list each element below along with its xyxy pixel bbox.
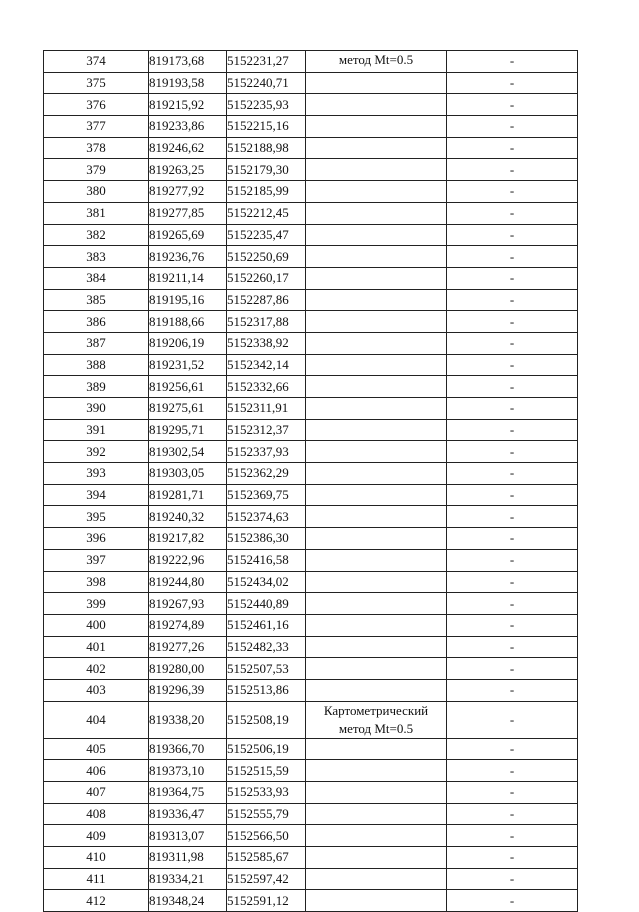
x-coordinate-cell: 819311,98 <box>149 847 227 869</box>
value-cell <box>447 506 578 528</box>
value-cell <box>447 593 578 615</box>
method-cell <box>306 116 447 138</box>
method-cell <box>306 94 447 116</box>
method-cell <box>306 267 447 289</box>
table-row <box>44 181 578 203</box>
value-cell <box>447 332 578 354</box>
value-cell <box>447 614 578 636</box>
dash-value: - <box>509 849 515 865</box>
table-row <box>44 847 578 869</box>
x-coordinate-cell: 819188,66 <box>149 311 227 333</box>
point-number-cell: 374 <box>44 51 149 73</box>
point-number-cell: 389 <box>44 376 149 398</box>
y-coordinate-cell: 5152260,17 <box>227 267 306 289</box>
method-cell <box>306 636 447 658</box>
table-row <box>44 484 578 506</box>
y-coordinate-cell: 5152338,92 <box>227 332 306 354</box>
method-cell <box>306 181 447 203</box>
point-number-cell: 386 <box>44 311 149 333</box>
x-coordinate-cell: 819244,80 <box>149 571 227 593</box>
value-cell <box>447 376 578 398</box>
point-number-cell: 384 <box>44 267 149 289</box>
method-cell <box>306 506 447 528</box>
point-number-cell: 394 <box>44 484 149 506</box>
table-row <box>44 311 578 333</box>
y-coordinate-cell: 5152597,42 <box>227 868 306 890</box>
value-cell <box>447 636 578 658</box>
table-row <box>44 441 578 463</box>
value-cell <box>447 868 578 890</box>
table-row <box>44 354 578 376</box>
value-cell <box>447 94 578 116</box>
table-row <box>44 760 578 782</box>
table-row <box>44 116 578 138</box>
point-number-cell: 406 <box>44 760 149 782</box>
method-cell <box>306 782 447 804</box>
x-coordinate-cell: 819313,07 <box>149 825 227 847</box>
value-cell <box>447 441 578 463</box>
x-coordinate-cell: 819277,85 <box>149 202 227 224</box>
x-coordinate-cell: 819373,10 <box>149 760 227 782</box>
dash-value: - <box>509 638 515 654</box>
point-number-cell: 407 <box>44 782 149 804</box>
point-number-cell: 383 <box>44 246 149 268</box>
dash-value: - <box>509 806 515 822</box>
dash-value: - <box>509 762 515 778</box>
value-cell <box>447 803 578 825</box>
method-cell <box>306 202 447 224</box>
value-cell <box>447 528 578 550</box>
y-coordinate-cell: 5152311,91 <box>227 398 306 420</box>
x-coordinate-cell: 819215,92 <box>149 94 227 116</box>
coordinates-table <box>43 50 578 912</box>
y-coordinate-cell: 5152312,37 <box>227 419 306 441</box>
table-row <box>44 549 578 571</box>
y-coordinate-cell: 5152507,53 <box>227 658 306 680</box>
table-row <box>44 463 578 485</box>
dash-value: - <box>509 660 515 676</box>
method-cell <box>306 868 447 890</box>
value-cell <box>447 484 578 506</box>
x-coordinate-cell: 819336,47 <box>149 803 227 825</box>
table-row <box>44 658 578 680</box>
table-row <box>44 738 578 760</box>
y-coordinate-cell: 5152337,93 <box>227 441 306 463</box>
x-coordinate-cell: 819334,21 <box>149 868 227 890</box>
dash-value: - <box>509 248 515 264</box>
y-coordinate-cell: 5152585,67 <box>227 847 306 869</box>
x-coordinate-cell: 819296,39 <box>149 679 227 701</box>
x-coordinate-cell: 819277,26 <box>149 636 227 658</box>
point-number-cell: 410 <box>44 847 149 869</box>
value-cell <box>447 890 578 912</box>
dash-value: - <box>509 291 515 307</box>
x-coordinate-cell: 819274,89 <box>149 614 227 636</box>
method-cell <box>306 246 447 268</box>
dash-value: - <box>509 53 515 69</box>
method-cell <box>306 51 447 73</box>
dash-value: - <box>509 378 515 394</box>
value-cell <box>447 825 578 847</box>
method-cell <box>306 825 447 847</box>
point-number-cell: 396 <box>44 528 149 550</box>
dash-value: - <box>509 356 515 372</box>
x-coordinate-cell: 819211,14 <box>149 267 227 289</box>
x-coordinate-cell: 819348,24 <box>149 890 227 912</box>
x-coordinate-cell: 819366,70 <box>149 738 227 760</box>
method-cell <box>306 311 447 333</box>
value-cell <box>447 847 578 869</box>
point-number-cell: 387 <box>44 332 149 354</box>
dash-value: - <box>509 740 515 756</box>
value-cell <box>447 701 578 738</box>
x-coordinate-cell: 819236,76 <box>149 246 227 268</box>
method-cell <box>306 549 447 571</box>
y-coordinate-cell: 5152482,33 <box>227 636 306 658</box>
table-row <box>44 94 578 116</box>
x-coordinate-cell: 819364,75 <box>149 782 227 804</box>
point-number-cell: 377 <box>44 116 149 138</box>
method-cell <box>306 484 447 506</box>
point-number-cell: 397 <box>44 549 149 571</box>
dash-value: - <box>509 595 515 611</box>
value-cell <box>447 398 578 420</box>
value-cell <box>447 760 578 782</box>
y-coordinate-cell: 5152591,12 <box>227 890 306 912</box>
value-cell <box>447 311 578 333</box>
method-cell <box>306 847 447 869</box>
y-coordinate-cell: 5152440,89 <box>227 593 306 615</box>
dash-value: - <box>509 487 515 503</box>
table-row <box>44 267 578 289</box>
table-row <box>44 398 578 420</box>
dash-value: - <box>509 75 515 91</box>
dash-value: - <box>509 96 515 112</box>
y-coordinate-cell: 5152332,66 <box>227 376 306 398</box>
point-number-cell: 408 <box>44 803 149 825</box>
dash-value: - <box>509 573 515 589</box>
x-coordinate-cell: 819263,25 <box>149 159 227 181</box>
point-number-cell: 382 <box>44 224 149 246</box>
method-cell <box>306 528 447 550</box>
value-cell <box>447 571 578 593</box>
y-coordinate-cell: 5152386,30 <box>227 528 306 550</box>
x-coordinate-cell: 819280,00 <box>149 658 227 680</box>
y-coordinate-cell: 5152566,50 <box>227 825 306 847</box>
x-coordinate-cell: 819233,86 <box>149 116 227 138</box>
dash-value: - <box>509 617 515 633</box>
point-number-cell: 375 <box>44 72 149 94</box>
point-number-cell: 402 <box>44 658 149 680</box>
x-coordinate-cell: 819338,20 <box>149 701 227 738</box>
table-row <box>44 506 578 528</box>
dash-value: - <box>509 784 515 800</box>
table-row <box>44 636 578 658</box>
y-coordinate-cell: 5152533,93 <box>227 782 306 804</box>
y-coordinate-cell: 5152250,69 <box>227 246 306 268</box>
value-cell <box>447 137 578 159</box>
table-row <box>44 679 578 701</box>
x-coordinate-cell: 819277,92 <box>149 181 227 203</box>
x-coordinate-cell: 819281,71 <box>149 484 227 506</box>
y-coordinate-cell: 5152362,29 <box>227 463 306 485</box>
method-cell <box>306 658 447 680</box>
y-coordinate-cell: 5152317,88 <box>227 311 306 333</box>
x-coordinate-cell: 819275,61 <box>149 398 227 420</box>
method-label: Картометрический <box>323 702 429 718</box>
table-row <box>44 72 578 94</box>
table-row <box>44 614 578 636</box>
dash-value: - <box>509 183 515 199</box>
method-cell <box>306 224 447 246</box>
y-coordinate-cell: 5152179,30 <box>227 159 306 181</box>
dash-value: - <box>509 161 515 177</box>
table-row <box>44 782 578 804</box>
method-cell <box>306 289 447 311</box>
method-label: метод Mt=0.5 <box>338 52 414 67</box>
dash-value: - <box>509 400 515 416</box>
dash-value: - <box>509 530 515 546</box>
x-coordinate-cell: 819302,54 <box>149 441 227 463</box>
table-row <box>44 868 578 890</box>
point-number-cell: 380 <box>44 181 149 203</box>
table-row <box>44 137 578 159</box>
dash-value: - <box>509 827 515 843</box>
method-cell <box>306 701 447 738</box>
y-coordinate-cell: 5152215,16 <box>227 116 306 138</box>
y-coordinate-cell: 5152185,99 <box>227 181 306 203</box>
dash-value: - <box>509 140 515 156</box>
x-coordinate-cell: 819267,93 <box>149 593 227 615</box>
point-number-cell: 379 <box>44 159 149 181</box>
point-number-cell: 403 <box>44 679 149 701</box>
value-cell <box>447 116 578 138</box>
point-number-cell: 393 <box>44 463 149 485</box>
y-coordinate-cell: 5152188,98 <box>227 137 306 159</box>
table-row <box>44 224 578 246</box>
x-coordinate-cell: 819231,52 <box>149 354 227 376</box>
y-coordinate-cell: 5152416,58 <box>227 549 306 571</box>
method-cell <box>306 376 447 398</box>
table-row <box>44 890 578 912</box>
point-number-cell: 409 <box>44 825 149 847</box>
point-number-cell: 385 <box>44 289 149 311</box>
dash-value: - <box>509 871 515 887</box>
y-coordinate-cell: 5152287,86 <box>227 289 306 311</box>
table-row <box>44 419 578 441</box>
x-coordinate-cell: 819240,32 <box>149 506 227 528</box>
method-cell <box>306 137 447 159</box>
x-coordinate-cell: 819195,16 <box>149 289 227 311</box>
value-cell <box>447 202 578 224</box>
point-number-cell: 390 <box>44 398 149 420</box>
point-number-cell: 388 <box>44 354 149 376</box>
x-coordinate-cell: 819206,19 <box>149 332 227 354</box>
y-coordinate-cell: 5152342,14 <box>227 354 306 376</box>
x-coordinate-cell: 819295,71 <box>149 419 227 441</box>
method-cell <box>306 803 447 825</box>
table-row <box>44 159 578 181</box>
method-cell <box>306 738 447 760</box>
y-coordinate-cell: 5152506,19 <box>227 738 306 760</box>
point-number-cell: 401 <box>44 636 149 658</box>
point-number-cell: 395 <box>44 506 149 528</box>
x-coordinate-cell: 819246,62 <box>149 137 227 159</box>
dash-value: - <box>509 711 515 727</box>
dash-value: - <box>509 682 515 698</box>
table-row <box>44 701 578 738</box>
x-coordinate-cell: 819217,82 <box>149 528 227 550</box>
table-row <box>44 528 578 550</box>
table-row <box>44 332 578 354</box>
value-cell <box>447 267 578 289</box>
dash-value: - <box>509 335 515 351</box>
value-cell <box>447 181 578 203</box>
method-cell <box>306 614 447 636</box>
x-coordinate-cell: 819173,68 <box>149 51 227 73</box>
value-cell <box>447 658 578 680</box>
method-cell <box>306 398 447 420</box>
method-cell <box>306 72 447 94</box>
point-number-cell: 404 <box>44 701 149 738</box>
method-cell <box>306 332 447 354</box>
table-row <box>44 202 578 224</box>
method-cell <box>306 593 447 615</box>
point-number-cell: 392 <box>44 441 149 463</box>
dash-value: - <box>509 270 515 286</box>
value-cell <box>447 159 578 181</box>
value-cell <box>447 679 578 701</box>
y-coordinate-cell: 5152434,02 <box>227 571 306 593</box>
dash-value: - <box>509 313 515 329</box>
value-cell <box>447 72 578 94</box>
method-cell <box>306 890 447 912</box>
y-coordinate-cell: 5152555,79 <box>227 803 306 825</box>
point-number-cell: 391 <box>44 419 149 441</box>
table-row <box>44 571 578 593</box>
value-cell <box>447 354 578 376</box>
value-cell <box>447 419 578 441</box>
method-cell <box>306 571 447 593</box>
x-coordinate-cell: 819303,05 <box>149 463 227 485</box>
method-cell <box>306 159 447 181</box>
method-cell <box>306 441 447 463</box>
point-number-cell: 411 <box>44 868 149 890</box>
point-number-cell: 381 <box>44 202 149 224</box>
dash-value: - <box>509 508 515 524</box>
x-coordinate-cell: 819193,58 <box>149 72 227 94</box>
y-coordinate-cell: 5152513,86 <box>227 679 306 701</box>
table-row <box>44 246 578 268</box>
method-cell <box>306 679 447 701</box>
x-coordinate-cell: 819256,61 <box>149 376 227 398</box>
x-coordinate-cell: 819265,69 <box>149 224 227 246</box>
y-coordinate-cell: 5152231,27 <box>227 51 306 73</box>
value-cell <box>447 246 578 268</box>
x-coordinate-cell: 819222,96 <box>149 549 227 571</box>
y-coordinate-cell: 5152515,59 <box>227 760 306 782</box>
y-coordinate-cell: 5152369,75 <box>227 484 306 506</box>
method-cell <box>306 760 447 782</box>
method-label: метод Mt=0.5 <box>338 720 414 736</box>
method-cell <box>306 354 447 376</box>
point-number-cell: 376 <box>44 94 149 116</box>
point-number-cell: 412 <box>44 890 149 912</box>
table-row <box>44 593 578 615</box>
dash-value: - <box>509 552 515 568</box>
point-number-cell: 399 <box>44 593 149 615</box>
dash-value: - <box>509 205 515 221</box>
value-cell <box>447 51 578 73</box>
y-coordinate-cell: 5152235,93 <box>227 94 306 116</box>
value-cell <box>447 289 578 311</box>
value-cell <box>447 549 578 571</box>
y-coordinate-cell: 5152508,19 <box>227 701 306 738</box>
dash-value: - <box>509 465 515 481</box>
dash-value: - <box>509 443 515 459</box>
table-row <box>44 376 578 398</box>
dash-value: - <box>509 892 515 908</box>
y-coordinate-cell: 5152240,71 <box>227 72 306 94</box>
dash-value: - <box>509 422 515 438</box>
table-body <box>44 51 578 912</box>
y-coordinate-cell: 5152212,45 <box>227 202 306 224</box>
point-number-cell: 398 <box>44 571 149 593</box>
value-cell <box>447 463 578 485</box>
table-row <box>44 803 578 825</box>
dash-value: - <box>509 118 515 134</box>
point-number-cell: 400 <box>44 614 149 636</box>
y-coordinate-cell: 5152461,16 <box>227 614 306 636</box>
value-cell <box>447 738 578 760</box>
dash-value: - <box>509 226 515 242</box>
y-coordinate-cell: 5152374,63 <box>227 506 306 528</box>
value-cell <box>447 224 578 246</box>
point-number-cell: 378 <box>44 137 149 159</box>
value-cell <box>447 782 578 804</box>
table-row <box>44 825 578 847</box>
method-cell <box>306 463 447 485</box>
table-row <box>44 289 578 311</box>
y-coordinate-cell: 5152235,47 <box>227 224 306 246</box>
point-number-cell: 405 <box>44 738 149 760</box>
method-cell <box>306 419 447 441</box>
table-row <box>44 51 578 73</box>
